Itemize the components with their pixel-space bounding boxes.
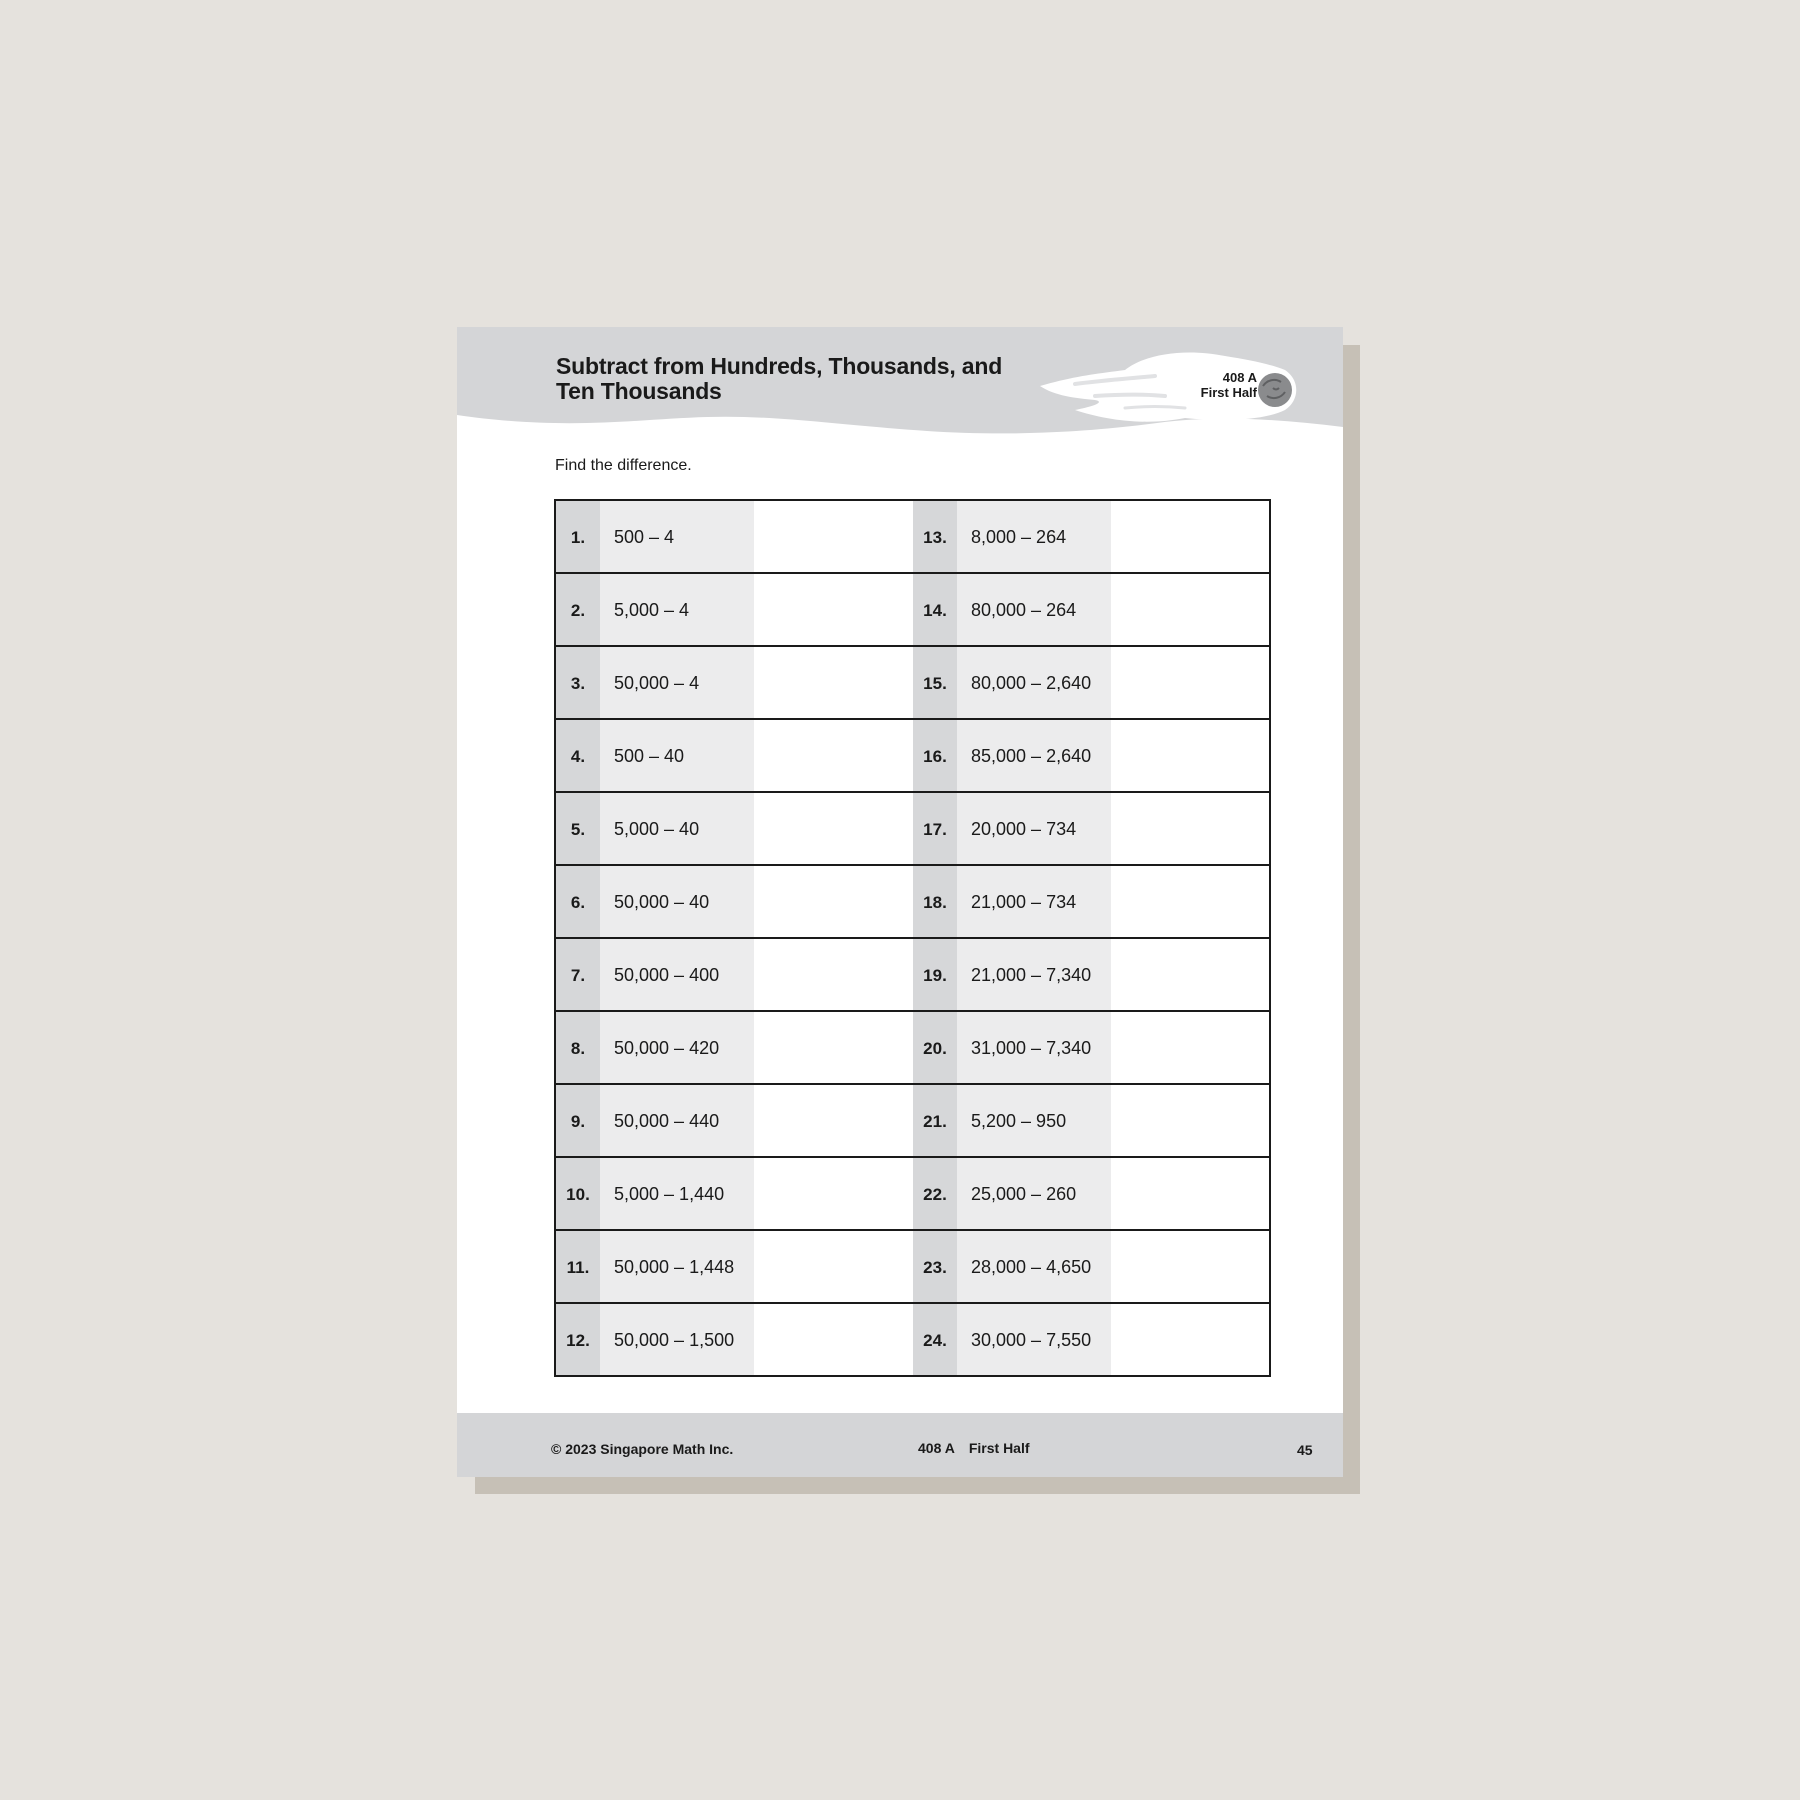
problem-item (556, 1231, 734, 1304)
problem-number: 2. (570, 600, 586, 620)
problem-item (913, 1304, 1091, 1377)
page-title (556, 354, 1002, 404)
problem-item (556, 1012, 719, 1085)
problem-expression: 8,000 – 264 (971, 527, 1067, 547)
problem-number: 21. (923, 1111, 947, 1131)
badge-half: First Half (1200, 385, 1257, 400)
page-number: 45 (1297, 1442, 1313, 1458)
instruction-text: Find the difference. (555, 457, 692, 474)
problem-item (913, 647, 1091, 720)
problem-item (556, 574, 689, 647)
problem-item (913, 501, 1066, 574)
problem-expression: 5,000 – 40 (614, 819, 700, 839)
problem-expression: 20,000 – 734 (971, 819, 1077, 839)
problem-number: 4. (570, 746, 586, 766)
problem-item (913, 1158, 1076, 1231)
problem-number: 17. (923, 819, 947, 839)
problem-expression: 80,000 – 2,640 (971, 673, 1092, 693)
problem-expression: 50,000 – 400 (614, 965, 720, 985)
problem-expression: 5,200 – 950 (971, 1111, 1067, 1131)
problem-expression: 50,000 – 4 (614, 673, 700, 693)
problem-expression: 28,000 – 4,650 (971, 1257, 1092, 1277)
problem-item (913, 793, 1076, 866)
problem-expression: 50,000 – 440 (614, 1111, 720, 1131)
problem-item (913, 1231, 1091, 1304)
problem-number: 7. (570, 965, 586, 985)
problem-expression: 21,000 – 7,340 (971, 965, 1092, 985)
problem-expression: 80,000 – 264 (971, 600, 1077, 620)
problem-number: 18. (923, 892, 947, 912)
problem-item (913, 720, 1091, 793)
problem-number: 23. (923, 1257, 947, 1277)
problem-number: 19. (923, 965, 947, 985)
badge-level: 408 A (1222, 370, 1257, 385)
problem-expression: 50,000 – 1,500 (614, 1330, 735, 1350)
footer-level-code: 408 A (918, 1440, 955, 1456)
problem-item (556, 1158, 724, 1231)
problem-expression: 50,000 – 1,448 (614, 1257, 735, 1277)
problem-expression: 5,000 – 1,440 (614, 1184, 725, 1204)
problem-number: 15. (923, 673, 947, 693)
problem-item (556, 720, 684, 793)
problem-number: 5. (570, 819, 586, 839)
problem-number: 14. (923, 600, 947, 620)
problem-expression: 50,000 – 40 (614, 892, 710, 912)
problem-expression: 30,000 – 7,550 (971, 1330, 1092, 1350)
footer-level (918, 1440, 1030, 1456)
problem-grid (554, 499, 1271, 1377)
problem-item (556, 1085, 719, 1158)
problem-item (913, 939, 1091, 1012)
problem-item (556, 866, 709, 939)
problem-item (556, 939, 719, 1012)
problem-expression: 5,000 – 4 (614, 600, 690, 620)
problem-item (913, 574, 1076, 647)
problem-expression: 31,000 – 7,340 (971, 1038, 1092, 1058)
problem-item (913, 866, 1076, 939)
title-line-1: Subtract from Hundreds, Thousands, and (556, 353, 1003, 379)
problem-item (556, 1304, 734, 1377)
problem-expression: 500 – 40 (614, 746, 685, 766)
problem-expression: 25,000 – 260 (971, 1184, 1077, 1204)
problem-item (556, 501, 674, 574)
footer-half: First Half (968, 1440, 1030, 1456)
problem-number: 11. (566, 1257, 590, 1277)
problem-number: 22. (923, 1184, 947, 1204)
comet-badge (1157, 370, 1257, 400)
problem-number: 8. (570, 1038, 586, 1058)
problem-item (913, 1012, 1091, 1085)
problem-number: 1. (570, 527, 586, 547)
problem-number: 3. (570, 673, 586, 693)
problem-expression: 50,000 – 420 (614, 1038, 720, 1058)
problem-expression: 500 – 4 (614, 527, 675, 547)
problem-item (913, 1085, 1066, 1158)
problem-number: 20. (923, 1038, 947, 1058)
problem-expression: 21,000 – 734 (971, 892, 1077, 912)
title-line-2: Ten Thousands (556, 378, 722, 404)
problem-item (556, 647, 699, 720)
problem-number: 13. (923, 527, 947, 547)
problem-number: 12. (566, 1330, 590, 1350)
problem-expression: 85,000 – 2,640 (971, 746, 1092, 766)
copyright-text: © 2023 Singapore Math Inc. (551, 1441, 734, 1457)
problem-number: 16. (923, 746, 947, 766)
problem-number: 9. (570, 1111, 586, 1131)
worksheet-page (457, 327, 1343, 1477)
problem-number: 10. (566, 1184, 590, 1204)
problem-item (556, 793, 699, 866)
problem-number: 6. (570, 892, 586, 912)
problem-number: 24. (923, 1330, 947, 1350)
page-footer (457, 1413, 1343, 1477)
